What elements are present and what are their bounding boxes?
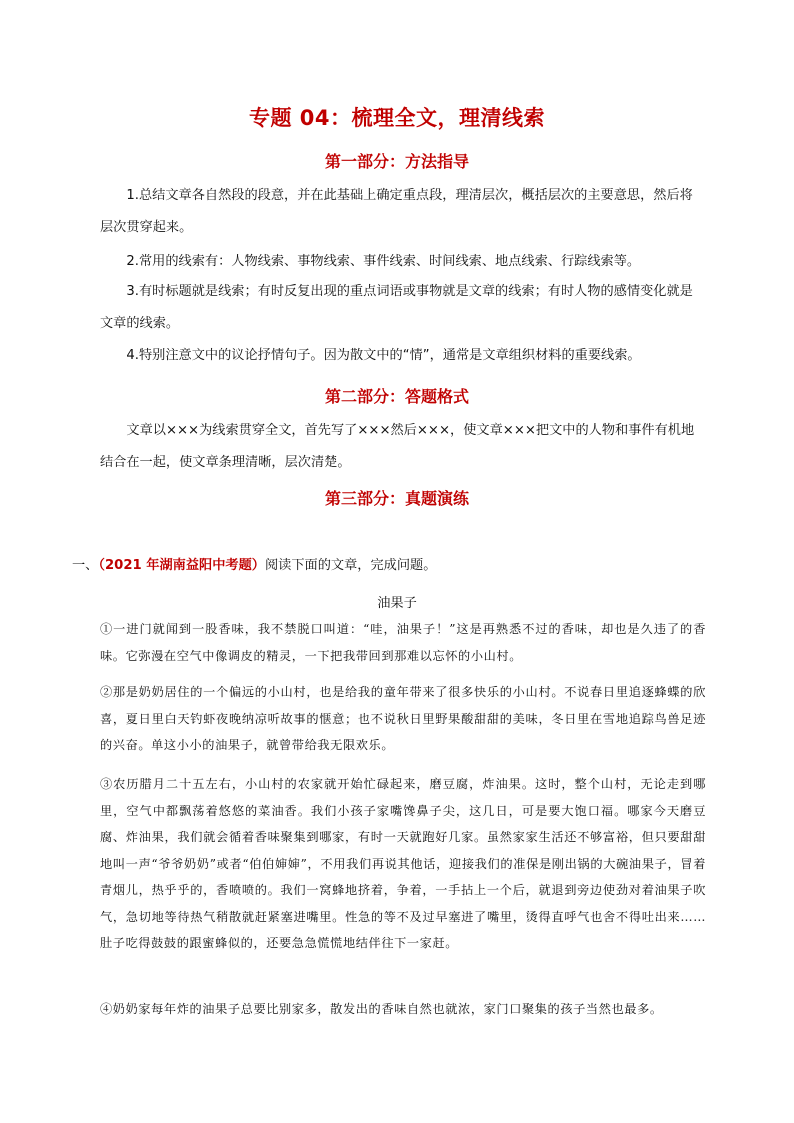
method-item-1: 1.总结文章各自然段的段意，并在此基础上确定重点段，理清层次，概括层次的主要意思，然后将层次贯穿起来。 (100, 188, 693, 235)
question-intro (72, 554, 732, 573)
story-title: 油果子 (377, 596, 417, 611)
section-heading-method: 第一部分：方法指导 (324, 152, 469, 171)
story-paragraph-4: ④奶奶家每年炸的油果子总要比别家多，散发出的香味自然也就浓，家门口聚集的孩子当然也最多。 (100, 1002, 663, 1016)
answer-format-text: 文章以×××为线索贯穿全文，首先写了×××然后×××，使文章×××把文中的人物和事件有机地结合在一起，使文章条理清晰，层次清楚。 (100, 423, 695, 470)
section-heading-practice: 第三部分：真题演练 (324, 489, 469, 508)
story-paragraph-2: ②那是奶奶居住的一个偏远的小山村，也是给我的童年带来了很多快乐的小山村。不说春日里追逐蜂蝶的欣喜，夏日里白天钓虾夜晚纳凉听故事的惬意；也不说秋日里野果酸甜甜的美味，冬日里在雪地追踪鸟兽足迹的兴奋。单这小小的油果子，就曾带给我无限欢乐。 (100, 685, 706, 752)
question-number: 一、 (72, 558, 99, 573)
section-heading-format: 第二部分：答题格式 (324, 387, 469, 406)
method-item-3: 3.有时标题就是线索；有时反复出现的重点词语或事物就是文章的线索；有时人物的感情变化就是文章的线索。 (100, 284, 693, 331)
story-paragraph-3: ③农历腊月二十五左右，小山村的农家就开始忙碌起来，磨豆腐，炸油果。这时，整个山村，无论走到哪里，空气中都飘荡着悠悠的菜油香。我们小孩子家嘴馋鼻子尖，这几日，可是要大饱口福。哪家今天磨豆腐、炸油果，我们就会循着香味聚集到哪家，有时一天就跑好几家。虽然家家生活还不够富裕，但只要甜甜地叫一声“爷爷奶奶”或者“伯伯婶婶”，不用我们再说其他话，迎接我们的准保是刚出锅的大碗油果子，冒着青烟儿，热乎乎的，香喷喷的。我们一窝蜂地挤着，争着，一手拈上一个后，就退到旁边使劲对着油果子吹气，急切地等待热气稍散就赶紧塞进嘴里。性急的等不及过早塞进了嘴里，烫得直呼气也舍不得吐出来……肚子吃得鼓鼓的跟蜜蜂似的，还要急急慌慌地结伴往下一家赶。 (100, 777, 706, 950)
question-source: （2021 年湖南益阳中考题） (98, 558, 265, 573)
document-title: 专题 04：梳理全文，理清线索 (248, 106, 546, 130)
method-item-2: 2.常用的线索有：人物线索、事物线索、事件线索、时间线索、地点线索、行踪线索等。 (126, 254, 641, 269)
story-paragraph-1: ①一进门就闻到一股香味，我不禁脱口叫道：“哇，油果子！”这是再熟悉不过的香味，却也是久违了的香味。它弥漫在空气中像调皮的精灵，一下把我带回到那难以忘怀的小山村。 (100, 622, 706, 663)
method-item-4: 4.特别注意文中的议论抒情句子。因为散文中的“情”，通常是文章组织材料的重要线索。 (126, 348, 641, 363)
question-instruction: 阅读下面的文章，完成问题。 (264, 558, 437, 573)
